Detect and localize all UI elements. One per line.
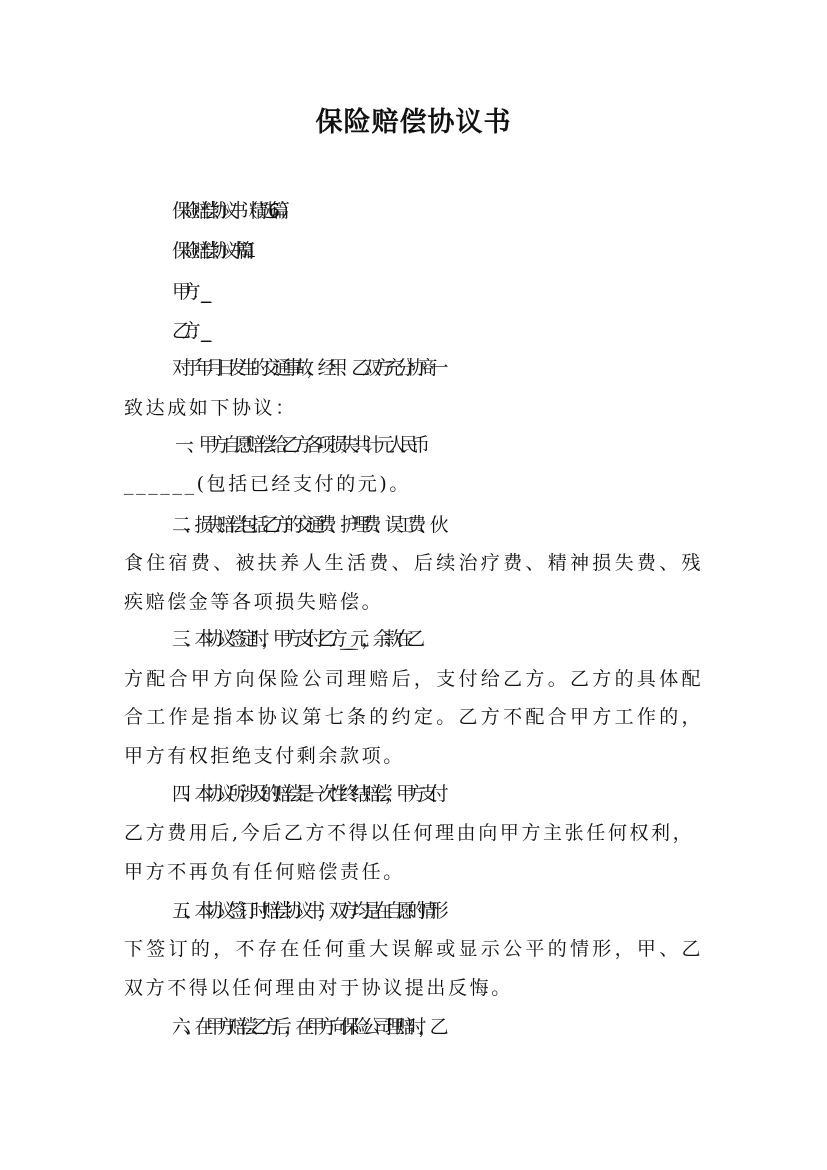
clause-2-line: 食住宿费、被扶养人生活费、后续治疗费、精神损失费、残 — [124, 552, 704, 574]
paragraph-line: 致达成如下协议： — [124, 397, 297, 419]
clause-5-line: 下签订的，不存在任何重大误解或显示公平的情形，甲、乙 — [124, 938, 704, 960]
clause-1-line: 一、甲方自愿赔偿给乙方各项损失共计元人民币 — [175, 434, 423, 456]
clause-1-line: ______(包括已经支付的元)。 — [124, 473, 412, 495]
clause-5-line: 五、本协议签订时赔偿协议书，双方均是在自愿的情形 — [172, 900, 441, 922]
subtitle-line: 保险赔偿协议书（精选6篇） — [172, 200, 290, 222]
clause-5-line: 双方不得以任何理由对于协议提出反悔。 — [124, 977, 513, 999]
party-b-line: 乙方：______________ — [172, 320, 203, 342]
clause-3-line: 合工作是指本协议第七条的约定。乙方不配合甲方工作的， — [124, 706, 704, 728]
clause-3-line: 方配合甲方向保险公司理赔后，支付给乙方。乙方的具体配 — [124, 668, 704, 690]
paragraph-line: 对于年月日发生的交通事故，经甲、乙双方充分协商一 — [172, 357, 441, 379]
clause-4-line: 四、本协议所涉及的赔偿是一次性终结赔偿，甲方支付 — [172, 783, 441, 805]
document-title: 保险赔偿协议书 — [315, 107, 512, 138]
clause-3-line: 甲方有权拒绝支付剩余款项。 — [124, 745, 405, 767]
clause-2-line: 二、损失赔偿包括乙方的交通费、护理费、误工费、伙 — [172, 514, 441, 536]
clause-2-line: 疾赔偿金等各项损失赔偿。 — [124, 591, 384, 613]
clause-4-line: 甲方不再负有任何赔偿责任。 — [124, 861, 405, 883]
clause-4-line: 乙方费用后,今后乙方不得以任何理由向甲方主张任何权利， — [124, 822, 695, 844]
party-a-line: 甲方：______________ — [172, 281, 203, 303]
clause-3-line: 三、本协议签定时，甲方支付乙方______元，余款在乙 — [172, 628, 418, 650]
clause-6-line: 六、在甲方赔偿乙方后，在甲方向保险公司理赔时，乙 — [172, 1016, 441, 1038]
section-heading: 保险赔偿协议书 篇1 — [172, 240, 249, 262]
